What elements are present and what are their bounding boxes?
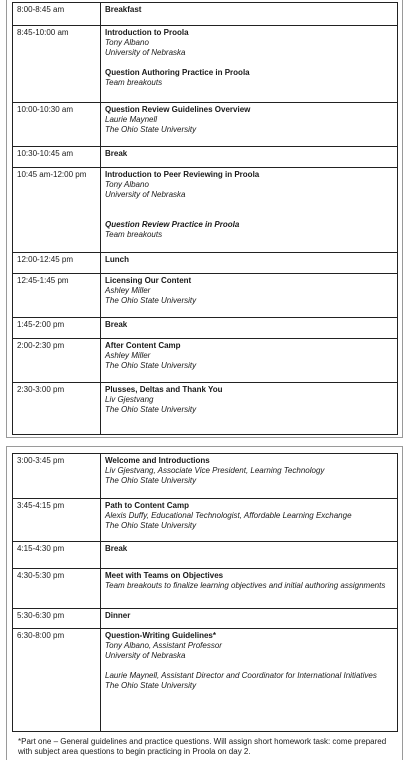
speaker-name: Ashley Miller <box>105 351 151 360</box>
session-cell <box>101 168 398 253</box>
speaker-affiliation: University of Nebraska <box>105 190 186 199</box>
speaker-affiliation: University of Nebraska <box>105 651 186 660</box>
session-title: Question-Writing Guidelines* <box>105 631 216 640</box>
speaker-name: Tony Albano <box>105 180 149 189</box>
session-title: Path to Content Camp <box>105 501 189 510</box>
session-title: Licensing Our Content <box>105 276 192 285</box>
time-cell: 10:00-10:30 am <box>13 103 101 147</box>
session-title-secondary: Question Authoring Practice in Proola <box>105 68 250 77</box>
time-cell: 12:00-12:45 pm <box>13 253 101 274</box>
session-cell <box>101 103 398 147</box>
agenda-table-2 <box>12 453 398 732</box>
session-title: Break <box>105 149 128 158</box>
table-row <box>13 318 398 339</box>
agenda-page-2 <box>6 446 403 760</box>
session-cell <box>101 609 398 629</box>
table-row <box>13 339 398 383</box>
session-cell <box>101 339 398 383</box>
speaker-name: Liv Gjestvang, Associate Vice President, Learning Technology <box>105 466 325 475</box>
session-cell <box>101 318 398 339</box>
table-row <box>13 383 398 435</box>
time-cell: 3:00-3:45 pm <box>13 454 101 499</box>
table-row <box>13 274 398 318</box>
speaker-affiliation: The Ohio State University <box>105 125 197 134</box>
speaker-affiliation: The Ohio State University <box>105 405 197 414</box>
time-cell: 10:30-10:45 am <box>13 147 101 168</box>
session-note: Team breakouts <box>105 230 163 239</box>
session-cell <box>101 499 398 542</box>
time-cell: 2:30-3:00 pm <box>13 383 101 435</box>
time-cell: 8:45-10:00 am <box>13 26 101 103</box>
table-row <box>13 569 398 609</box>
table-row <box>13 3 398 26</box>
session-title: Introduction to Proola <box>105 28 189 37</box>
session-cell <box>101 542 398 569</box>
session-cell <box>101 26 398 103</box>
session-title-secondary: Question Review Practice in Proola <box>105 220 240 229</box>
table-row <box>13 629 398 732</box>
session-title: Introduction to Peer Reviewing in Proola <box>105 170 260 179</box>
session-title: Break <box>105 320 128 329</box>
session-note: Team breakouts to finalize learning objectives and initial authoring assignments <box>105 581 386 590</box>
session-cell <box>101 147 398 168</box>
session-title: Dinner <box>105 611 131 620</box>
table-row <box>13 542 398 569</box>
speaker-affiliation: The Ohio State University <box>105 296 197 305</box>
table-row <box>13 147 398 168</box>
table-row <box>13 168 398 253</box>
time-cell: 5:30-6:30 pm <box>13 609 101 629</box>
table-row <box>13 609 398 629</box>
speaker-affiliation: The Ohio State University <box>105 361 197 370</box>
time-cell: 4:15-4:30 pm <box>13 542 101 569</box>
time-cell: 4:30-5:30 pm <box>13 569 101 609</box>
speaker-affiliation: The Ohio State University <box>105 476 197 485</box>
time-cell: 10:45 am-12:00 pm <box>13 168 101 253</box>
session-cell <box>101 629 398 732</box>
time-cell: 3:45-4:15 pm <box>13 499 101 542</box>
session-title: Plusses, Deltas and Thank You <box>105 385 223 394</box>
table-row <box>13 253 398 274</box>
session-cell <box>101 274 398 318</box>
time-cell: 1:45-2:00 pm <box>13 318 101 339</box>
table-row <box>13 26 398 103</box>
session-cell <box>101 253 398 274</box>
time-cell: 6:30-8:00 pm <box>13 629 101 732</box>
session-title: Break <box>105 544 128 553</box>
session-note: Team breakouts <box>105 78 163 87</box>
session-title: Lunch <box>105 255 129 264</box>
agenda-table-1 <box>12 2 398 435</box>
session-cell <box>101 3 398 26</box>
footnote: *Part one – General guidelines and practice questions. Will assign short homework task: come prepared with subject area questions to begin practicing in Proola on day 2. <box>18 737 387 756</box>
speaker-name: Ashley Miller <box>105 286 151 295</box>
speaker-affiliation-secondary: The Ohio State University <box>105 681 197 690</box>
time-cell: 12:45-1:45 pm <box>13 274 101 318</box>
session-title: Meet with Teams on Objectives <box>105 571 224 580</box>
session-cell <box>101 454 398 499</box>
speaker-affiliation: University of Nebraska <box>105 48 186 57</box>
table-row <box>13 103 398 147</box>
speaker-name: Liv Gjestvang <box>105 395 154 404</box>
session-title: Welcome and Introductions <box>105 456 210 465</box>
session-title: Question Review Guidelines Overview <box>105 105 251 114</box>
speaker-name: Tony Albano, Assistant Professor <box>105 641 222 650</box>
speaker-name: Tony Albano <box>105 38 149 47</box>
speaker-name: Alexis Duffy, Educational Technologist, Affordable Learning Exchange <box>105 511 352 520</box>
session-title: After Content Camp <box>105 341 181 350</box>
speaker-name: Laurie Maynell <box>105 115 158 124</box>
time-cell: 2:00-2:30 pm <box>13 339 101 383</box>
agenda-page-1 <box>6 0 403 438</box>
session-cell <box>101 383 398 435</box>
session-cell <box>101 569 398 609</box>
speaker-name-secondary: Laurie Maynell, Assistant Director and Coordinator for International Initiatives <box>105 671 377 680</box>
session-title: Breakfast <box>105 5 142 14</box>
table-row <box>13 499 398 542</box>
time-cell: 8:00-8:45 am <box>13 3 101 26</box>
speaker-affiliation: The Ohio State University <box>105 521 197 530</box>
table-row <box>13 454 398 499</box>
